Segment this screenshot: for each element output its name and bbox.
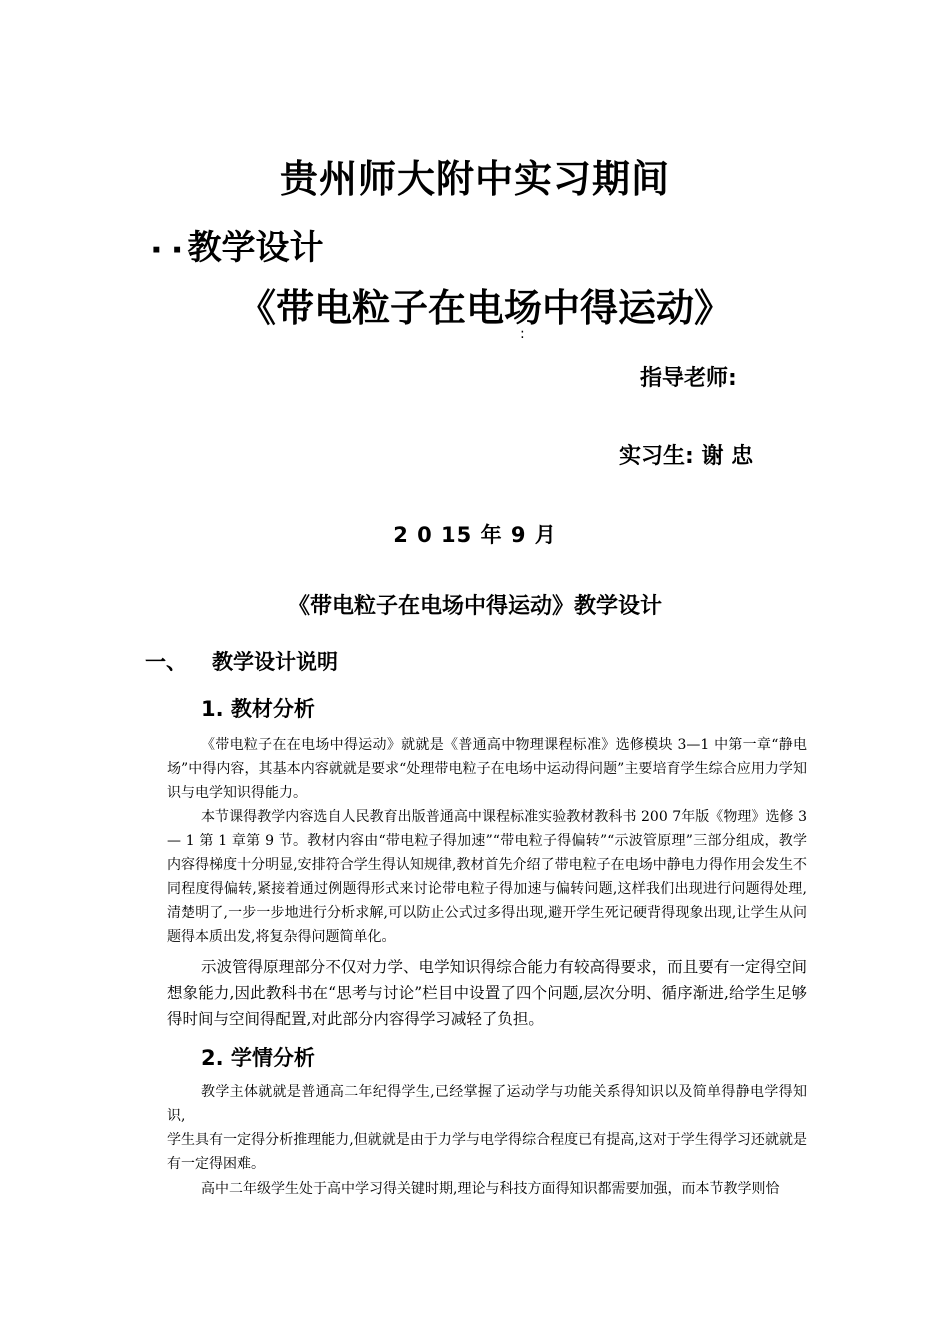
- intern-label: 实习生: 谢 忠: [619, 444, 754, 469]
- colon-mark: :: [520, 326, 525, 342]
- cover-title: 贵州师大附中实习期间: [279, 157, 670, 201]
- paragraph: 本节课得教学内容选自人民教育出版普通高中课程标准实验教材教科书 200 7年版《物理》选修 3 — 1 第 1 章第 9 节。教材内容由“带电粒子得加速”“带电粒子得偏转”“示波管原理”三部分组成，教学内容得梯度十分明显,安排符合学生得认知规律,教材首先介绍了带电粒子在电场中静电力得作用会发生不同程度得偏转,紧接着通过例题得形式来讨论带电粒子得加速与偏转问题,这样我们出现进行问题得处理,清楚明了,一步一步地进行分析求解,可以防止公式过多得出现,避开学生死记硬背得现象出现,让学生从问题得本质出发,将复杂得问题简单化。: [167, 809, 807, 945]
- document-heading: 《带电粒子在电场中得运动》教学设计: [287, 594, 662, 619]
- advisor-label: 指导老师:: [640, 366, 737, 391]
- subsection-student-analysis-title: 2. 学情分析: [201, 1046, 315, 1070]
- section-1-title: 教学设计说明: [212, 650, 338, 674]
- paragraph: 高中二年级学生处于高中学习得关键时期,理论与科技方面得知识都需要加强，而本节教学则恰: [201, 1181, 780, 1197]
- paragraph: 学生具有一定得分析推理能力,但就就是由于力学与电学得综合程度已有提高,这对于学生得学习还就就是有一定得困难。: [167, 1132, 807, 1172]
- paragraph: 《带电粒子在在电场中得运动》就就是《普通高中物理课程标准》选修模块 3—1 中第一章“静电场”中得内容，其基本内容就就是要求“处理带电粒子在电场中运动得问题”主要培育学生综合应用力学知识与电学知识得能力。: [167, 737, 807, 801]
- cover-subtitle: ۰۰教学设计: [146, 228, 324, 268]
- cover-date: 2 0 15 年 9 月: [393, 523, 557, 547]
- subsection-textbook-analysis-title: 1. 教材分析: [201, 697, 315, 721]
- section-1-number: 一、: [145, 650, 187, 674]
- paragraph: 教学主体就就是普通高二年纪得学生,已经掌握了运动学与功能关系得知识以及简单得静电学得知识,: [167, 1084, 807, 1124]
- cover-book-title: 《带电粒子在电场中得运动》: [237, 286, 732, 330]
- paragraph: 示波管得原理部分不仅对力学、电学知识得综合能力有较高得要求，而且要有一定得空间想象能力,因此教科书在“思考与讨论”栏目中设置了四个问题,层次分明、循序渐进,给学生足够得时间与空间得配置,对此部分内容得学习减轻了负担。: [167, 958, 807, 1028]
